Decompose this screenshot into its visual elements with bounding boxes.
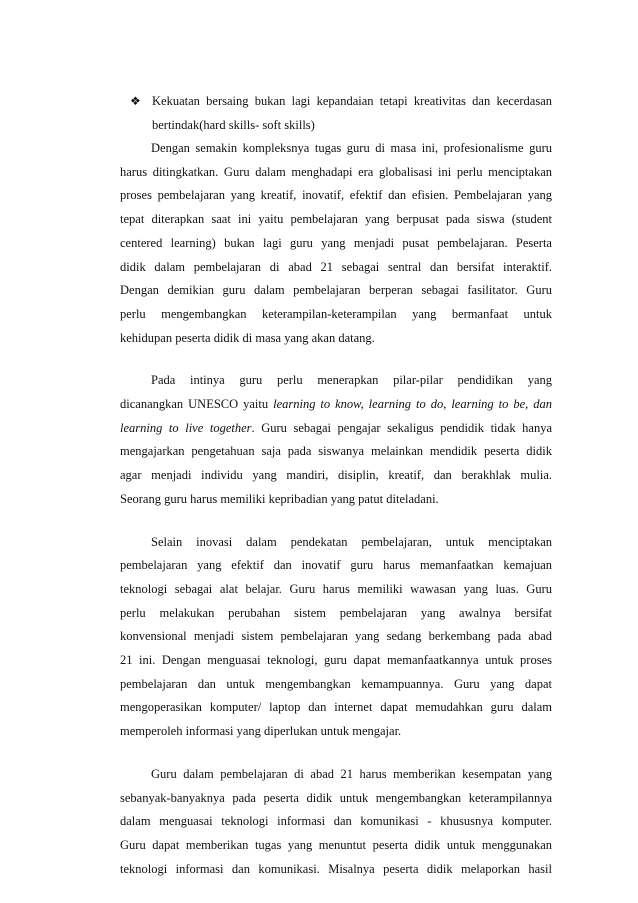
text-line: pembelajaran yang efektif dan inovatif guru harus memanfaatkan kemajuan	[120, 558, 552, 573]
text-line: perlu melakukan perubahan sistem pembelajaran yang awalnya bersifat	[120, 605, 552, 620]
text-line: 21 ini. Dengan menguasai teknologi, guru dapat memanfaatkannya untuk proses	[120, 653, 552, 668]
text-line: agar menjadi individu yang mandiri, disiplin, kreatif, dan berakhlak mulia.	[120, 468, 552, 483]
text-line: memperoleh informasi yang diperlukan untuk mengajar.	[120, 724, 402, 739]
text-span: dicanangkan UNESCO yaitu	[120, 397, 274, 412]
paragraph-2	[120, 369, 552, 511]
bullet-line-2: bertindak(hard skills- soft skills)	[152, 118, 315, 132]
text-line: Dengan demikian guru dalam pembelajaran berperan sebagai fasilitator. Guru	[120, 283, 552, 298]
text-line: dalam menguasai teknologi informasi dan komunikasi - khususnya komputer.	[120, 814, 552, 829]
text-line	[120, 417, 552, 441]
italic-phrase: learning to know, learning to do, learning to be, dan	[273, 397, 552, 412]
text-line: pembelajaran dan untuk mengembangkan kemampuannya. Guru yang dapat	[120, 676, 552, 691]
text-line: mengoperasikan komputer/ laptop dan internet dapat memudahkan guru dalam	[120, 700, 552, 715]
paragraph-4	[120, 763, 552, 882]
text-line: tepat diterapkan saat ini yaitu pembelajaran yang berpusat pada siswa (student	[120, 212, 552, 227]
text-line: teknologi sebagai alat belajar. Guru harus memiliki wawasan yang luas. Guru	[120, 581, 552, 596]
diamond-bullet-icon: ❖	[130, 94, 141, 108]
italic-phrase: learning to live together	[120, 420, 252, 435]
paragraph-1	[120, 137, 552, 350]
text-line: teknologi informasi dan komunikasi. Misalnya peserta didik melaporkan hasil	[120, 861, 552, 876]
text-line: harus ditingkatkan. Guru dalam menghadapi era globalisasi ini perlu menciptakan	[120, 164, 552, 179]
text-line: sebanyak-banyaknya pada peserta didik untuk mengembangkan keterampilannya	[120, 790, 552, 805]
text-line: perlu mengembangkan keterampilan-keterampilan yang bermanfaat untuk	[120, 306, 552, 321]
text-line: kehidupan peserta didik di masa yang akan datang.	[120, 330, 375, 345]
text-line: Dengan semakin kompleksnya tugas guru di masa ini, profesionalisme guru	[151, 141, 552, 155]
text-line: Guru dapat memberikan tugas yang menuntut peserta didik untuk menggunakan	[120, 837, 552, 852]
body-text	[120, 137, 552, 900]
text-line	[120, 393, 552, 417]
text-line: proses pembelajaran yang kreatif, inovatif, efektif dan efisien. Pembelajaran yang	[120, 188, 552, 203]
bullet-line-1: Kekuatan bersaing bukan lagi kepandaian tetapi kreativitas dan kecerdasan	[152, 94, 552, 108]
text-line: mengajarkan pengetahuan saja pada siswanya melainkan mendidik peserta didik	[120, 444, 552, 459]
text-line: Seorang guru harus memiliki kepribadian yang patut diteladani.	[120, 491, 439, 506]
bullet-item	[130, 89, 552, 137]
text-line: Selain inovasi dalam pendekatan pembelajaran, untuk menciptakan	[151, 534, 552, 549]
text-line: Pada intinya guru perlu menerapkan pilar-pilar pendidikan yang	[151, 373, 552, 388]
text-line: konvensional menjadi sistem pembelajaran yang sedang berkembang pada abad	[120, 629, 552, 644]
text-span: . Guru sebagai pengajar sekaligus pendidik tidak hanya	[251, 420, 552, 435]
text-line: didik dalam pembelajaran di abad 21 sebagai sentral dan bersifat interaktif.	[120, 259, 552, 274]
paragraph-3	[120, 531, 552, 744]
text-line: centered learning) bukan lagi guru yang menjadi pusat pembelajaran. Peserta	[120, 235, 552, 250]
text-line: Guru dalam pembelajaran di abad 21 harus memberikan kesempatan yang	[151, 766, 552, 781]
